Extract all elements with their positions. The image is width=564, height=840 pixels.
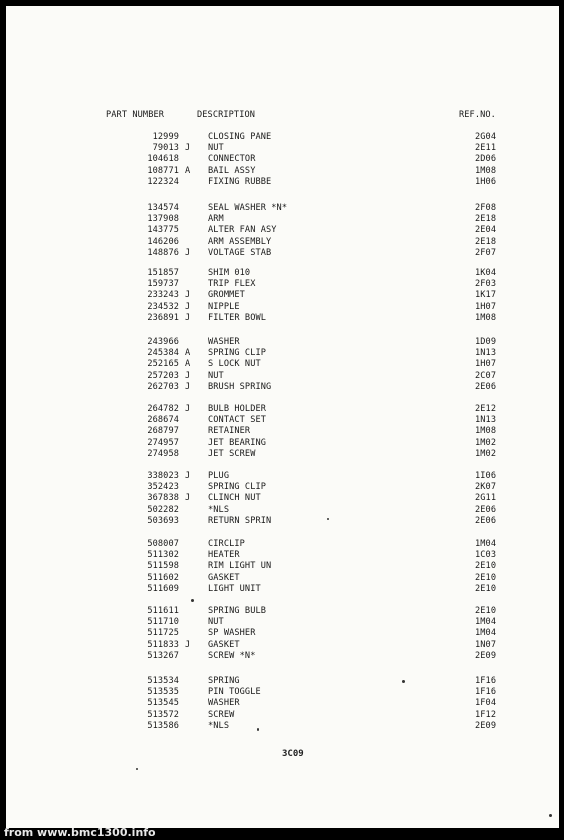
part-number: 264782: [147, 404, 179, 414]
part-code: J: [185, 312, 191, 323]
parts-row: [6, 279, 559, 290]
part-code: J: [185, 381, 191, 392]
part-number: 262703: [147, 381, 179, 392]
scan-speck: [327, 518, 329, 520]
part-description: SCREW: [208, 709, 235, 720]
parts-row: [6, 710, 559, 721]
parts-row: [6, 516, 559, 527]
part-description: CONNECTOR: [208, 154, 256, 165]
part-description: HEATER: [208, 550, 240, 561]
watermark: from www.bmc1300.info: [4, 826, 156, 839]
part-number: 508007: [147, 539, 179, 549]
part-number: 234532: [147, 301, 179, 312]
part-ref-no: 1I06: [475, 471, 497, 481]
part-ref-no: 1F04: [475, 698, 497, 709]
parts-row: [6, 449, 559, 460]
part-number: 513586: [147, 720, 179, 731]
part-ref-no: 2E06: [475, 381, 497, 392]
parts-row: [6, 651, 559, 662]
part-ref-no: 2E09: [475, 720, 497, 731]
part-number: 143775: [147, 225, 179, 236]
part-description: FIXING RUBBE: [208, 176, 272, 187]
parts-row: [6, 177, 559, 188]
part-ref-no: 2E06: [475, 504, 497, 515]
part-number: 511710: [147, 617, 179, 628]
part-number: 513534: [147, 676, 179, 686]
part-ref-no: 1M04: [475, 539, 497, 549]
part-number: 338023: [147, 471, 179, 481]
parts-row: [6, 505, 559, 516]
part-ref-no: 2K07: [475, 482, 497, 493]
part-description: RETAINER: [208, 426, 251, 437]
part-number: 268674: [147, 415, 179, 426]
part-description: SP WASHER: [208, 628, 256, 639]
parts-row: [6, 628, 559, 639]
parts-row: [6, 606, 559, 617]
parts-row: [6, 721, 559, 732]
part-ref-no: 2G11: [475, 493, 497, 504]
part-ref-no: 2E18: [475, 214, 497, 225]
part-ref-no: 1H07: [475, 359, 497, 370]
parts-row: [6, 348, 559, 359]
part-number: 137908: [147, 214, 179, 225]
part-description: JET SCREW: [208, 448, 256, 459]
header-part-number: PART NUMBER: [106, 110, 165, 120]
part-description: ALTER FAN ASY: [208, 225, 277, 236]
part-number: 134574: [147, 203, 179, 213]
part-description: WASHER: [208, 337, 240, 347]
part-code: J: [185, 370, 191, 381]
part-code: J: [185, 404, 191, 414]
part-number: 511598: [147, 561, 179, 572]
part-ref-no: 2E12: [475, 404, 497, 414]
part-number: 148876: [147, 247, 179, 258]
part-description: RIM LIGHT UN: [208, 561, 272, 572]
parts-row: [6, 584, 559, 595]
part-description: WASHER: [208, 698, 240, 709]
parts-row: [6, 154, 559, 165]
part-ref-no: 2F03: [475, 279, 497, 290]
part-ref-no: 1N07: [475, 639, 497, 650]
part-ref-no: 1K04: [475, 268, 497, 278]
part-description: NIPPLE: [208, 301, 240, 312]
part-number: 511602: [147, 572, 179, 583]
part-number: 233243: [147, 290, 179, 301]
part-number: 12999: [152, 132, 179, 142]
part-description: BRUSH SPRING: [208, 381, 272, 392]
page-number: 3C09: [282, 749, 304, 759]
part-number: 243966: [147, 337, 179, 347]
part-number: 511725: [147, 628, 179, 639]
part-description: SCREW *N*: [208, 650, 256, 661]
part-code: J: [185, 471, 191, 481]
part-code: J: [185, 143, 191, 154]
part-code: J: [185, 639, 191, 650]
part-description: NUT: [208, 143, 224, 154]
part-number: 268797: [147, 426, 179, 437]
scan-speck: [257, 728, 259, 731]
part-ref-no: 1M08: [475, 426, 497, 437]
part-description: RETURN SPRIN: [208, 515, 272, 526]
part-number: 513545: [147, 698, 179, 709]
part-description: GASKET: [208, 639, 240, 650]
parts-row: [6, 698, 559, 709]
part-number: 159737: [147, 279, 179, 290]
part-ref-no: 2D06: [475, 154, 497, 165]
part-number: 151857: [147, 268, 179, 278]
part-number: 503693: [147, 515, 179, 526]
parts-row: [6, 214, 559, 225]
part-number: 511833: [147, 639, 179, 650]
part-description: GASKET: [208, 572, 240, 583]
part-ref-no: 1H06: [475, 176, 497, 187]
part-ref-no: 1M08: [475, 312, 497, 323]
part-ref-no: 1M04: [475, 617, 497, 628]
part-description: JET BEARING: [208, 437, 267, 448]
part-description: CLINCH NUT: [208, 493, 261, 504]
parts-row: [6, 382, 559, 393]
parts-row: [6, 561, 559, 572]
part-number: 252165: [147, 359, 179, 370]
part-ref-no: 1M04: [475, 628, 497, 639]
part-description: CLOSING PANE: [208, 132, 272, 142]
part-ref-no: 2E10: [475, 561, 497, 572]
parts-row: [6, 438, 559, 449]
part-ref-no: 1M02: [475, 448, 497, 459]
parts-row: [6, 166, 559, 177]
parts-row: [6, 550, 559, 561]
part-description: SPRING CLIP: [208, 482, 267, 493]
header-ref-no: REF.NO.: [459, 110, 496, 120]
parts-row: [6, 482, 559, 493]
parts-row: [6, 617, 559, 628]
part-ref-no: 1N13: [475, 415, 497, 426]
part-description: PIN TOGGLE: [208, 687, 261, 698]
parts-row: [6, 539, 559, 550]
part-description: CIRCLIP: [208, 539, 245, 549]
part-ref-no: 1K17: [475, 290, 497, 301]
part-description: NUT: [208, 370, 224, 381]
parts-row: [6, 302, 559, 313]
parts-row: [6, 415, 559, 426]
part-ref-no: 2F08: [475, 203, 497, 213]
parts-row: [6, 359, 559, 370]
parts-row: [6, 687, 559, 698]
part-description: LIGHT UNIT: [208, 583, 261, 594]
parts-row: [6, 426, 559, 437]
parts-row: [6, 237, 559, 248]
parts-row: [6, 573, 559, 584]
parts-row: [6, 404, 559, 415]
part-ref-no: 2E06: [475, 515, 497, 526]
part-ref-no: 2E10: [475, 572, 497, 583]
part-description: NUT: [208, 617, 224, 628]
part-description: GROMMET: [208, 290, 245, 301]
header-description: DESCRIPTION: [197, 110, 256, 120]
part-number: 513572: [147, 709, 179, 720]
part-description: BAIL ASSY: [208, 165, 256, 176]
part-number: 513535: [147, 687, 179, 698]
part-ref-no: 1C03: [475, 550, 497, 561]
parts-row: [6, 225, 559, 236]
part-description: CONTACT SET: [208, 415, 267, 426]
part-number: 511611: [147, 606, 179, 616]
part-number: 511302: [147, 550, 179, 561]
parts-row: [6, 313, 559, 324]
part-description: *NLS: [208, 720, 230, 731]
part-description: SPRING: [208, 676, 240, 686]
part-number: 146206: [147, 236, 179, 247]
part-description: TRIP FLEX: [208, 279, 256, 290]
parts-row: [6, 143, 559, 154]
part-description: ARM ASSEMBLY: [208, 236, 272, 247]
part-ref-no: 2C07: [475, 370, 497, 381]
parts-row: [6, 676, 559, 687]
part-description: SPRING CLIP: [208, 348, 267, 359]
part-description: VOLTAGE STAB: [208, 247, 272, 258]
part-description: SHIM 010: [208, 268, 251, 278]
parts-row: [6, 248, 559, 259]
part-ref-no: 1D09: [475, 337, 497, 347]
part-description: S LOCK NUT: [208, 359, 261, 370]
part-code: A: [185, 165, 191, 176]
scan-speck: [549, 814, 552, 817]
part-number: 274957: [147, 437, 179, 448]
part-number: 502282: [147, 504, 179, 515]
part-ref-no: 2E11: [475, 143, 497, 154]
part-ref-no: 2F07: [475, 247, 497, 258]
part-code: A: [185, 348, 191, 359]
part-number: 257203: [147, 370, 179, 381]
part-number: 352423: [147, 482, 179, 493]
part-description: PLUG: [208, 471, 230, 481]
part-ref-no: 1F12: [475, 709, 497, 720]
part-ref-no: 1H07: [475, 301, 497, 312]
part-ref-no: 2E09: [475, 650, 497, 661]
part-number: 104618: [147, 154, 179, 165]
part-number: 245384: [147, 348, 179, 359]
part-ref-no: 2E10: [475, 583, 497, 594]
part-ref-no: 2G04: [475, 132, 497, 142]
part-number: 367838: [147, 493, 179, 504]
part-ref-no: 1M08: [475, 165, 497, 176]
part-number: 108771: [147, 165, 179, 176]
part-description: FILTER BOWL: [208, 312, 267, 323]
scan-speck: [136, 768, 138, 770]
part-description: SEAL WASHER *N*: [208, 203, 288, 213]
part-code: J: [185, 493, 191, 504]
parts-row: [6, 290, 559, 301]
scan-speck: [191, 599, 194, 602]
part-description: BULB HOLDER: [208, 404, 267, 414]
part-ref-no: 1F16: [475, 687, 497, 698]
part-ref-no: 1F16: [475, 676, 497, 686]
scan-speck: [402, 680, 405, 683]
part-code: J: [185, 290, 191, 301]
part-number: 122324: [147, 176, 179, 187]
part-description: *NLS: [208, 504, 230, 515]
part-ref-no: 2E18: [475, 236, 497, 247]
part-description: SPRING BULB: [208, 606, 267, 616]
parts-row: [6, 371, 559, 382]
parts-row: [6, 268, 559, 279]
part-ref-no: 1N13: [475, 348, 497, 359]
parts-row: [6, 337, 559, 348]
part-number: 274958: [147, 448, 179, 459]
parts-row: [6, 493, 559, 504]
part-ref-no: 1M02: [475, 437, 497, 448]
document-page: [6, 6, 559, 828]
part-ref-no: 2E10: [475, 606, 497, 616]
part-number: 511609: [147, 583, 179, 594]
parts-row: [6, 203, 559, 214]
part-number: 513267: [147, 650, 179, 661]
part-description: ARM: [208, 214, 224, 225]
part-code: J: [185, 301, 191, 312]
part-number: 236891: [147, 312, 179, 323]
parts-row: [6, 471, 559, 482]
part-number: 79013: [152, 143, 179, 154]
parts-row: [6, 132, 559, 143]
parts-row: [6, 640, 559, 651]
part-ref-no: 2E04: [475, 225, 497, 236]
part-code: A: [185, 359, 191, 370]
part-code: J: [185, 247, 191, 258]
